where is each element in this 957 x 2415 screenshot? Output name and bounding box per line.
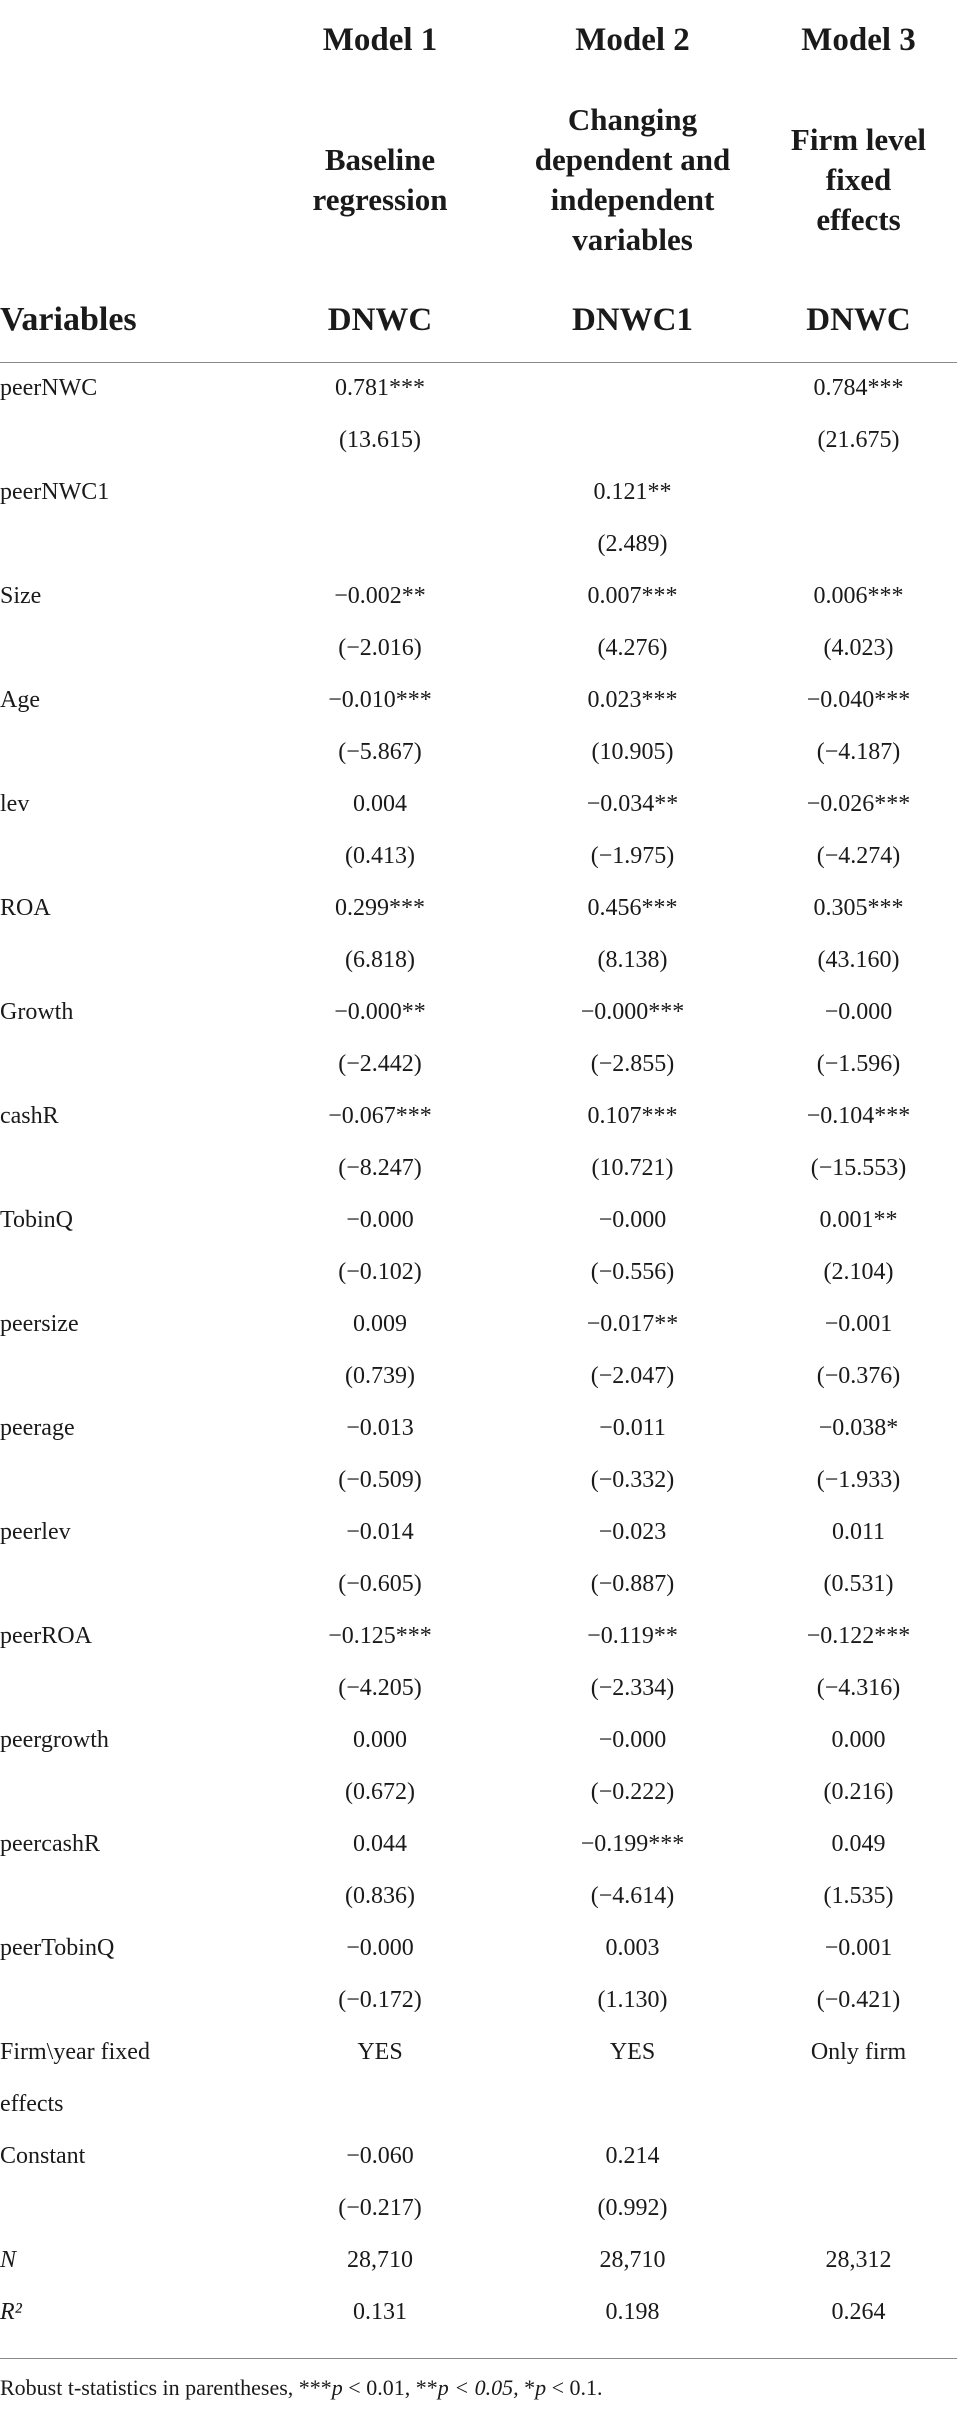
model-1-cell: 0.781*** (335, 375, 425, 401)
table-row (0, 2026, 957, 2078)
model-2-cell: (−2.334) (590, 1675, 675, 1701)
table-row (0, 1142, 957, 1194)
table-row (0, 1662, 957, 1714)
row-label: Growth (0, 999, 74, 1025)
model-2-cell: 0.456*** (587, 895, 678, 921)
model-3-cell: 0.264 (831, 2299, 886, 2325)
model-1-cell: (−4.205) (338, 1675, 422, 1701)
model-3-cell: (−4.187) (816, 739, 901, 765)
model-2-cell: 28,710 (599, 2247, 666, 2273)
model-3-cell: (−0.376) (816, 1363, 901, 1389)
model-1-cell: (−8.247) (338, 1155, 422, 1181)
model-2-cell: (2.489) (597, 531, 668, 557)
model-1-cell: 0.000 (353, 1727, 407, 1753)
model-2-cell: −0.199*** (580, 1831, 685, 1857)
model-3-cell: 0.305*** (813, 895, 904, 921)
model-1-cell: (0.836) (345, 1883, 415, 1909)
model-2-cell: (−4.614) (590, 1883, 675, 1909)
table-row (0, 362, 957, 414)
model-2-cell: (−0.332) (590, 1467, 675, 1493)
model-1-cell: (−2.016) (338, 635, 422, 661)
model-1-cell: (13.615) (339, 427, 421, 453)
row-label: lev (0, 791, 30, 817)
row-label: TobinQ (0, 1207, 73, 1233)
model-3-cell: (−4.274) (816, 843, 901, 869)
row-label: peerage (0, 1415, 75, 1441)
row-label: effects (0, 2091, 64, 2117)
model-2-cell: −0.011 (599, 1415, 666, 1441)
footnote-t2: * (518, 2375, 536, 2400)
model-3-cell: 28,312 (825, 2247, 892, 2273)
model-2-cell: (−2.047) (590, 1363, 675, 1389)
model-1-cell: −0.060 (346, 2143, 414, 2169)
table-row (0, 1974, 957, 2026)
row-label: cashR (0, 1103, 59, 1129)
table-row (0, 2078, 957, 2130)
model-3-desc-line-1: Firm level (790, 122, 927, 157)
model-2-cell: (0.992) (597, 2195, 668, 2221)
model-1-cell: (−2.442) (338, 1051, 422, 1077)
model-3-desc-line-2: fixed (825, 162, 892, 197)
model-3-cell: (1.535) (823, 1883, 894, 1909)
table-row (0, 1506, 957, 1558)
model-2-cell: (8.138) (597, 947, 668, 973)
model-3-cell: (−1.596) (816, 1051, 901, 1077)
model-1-cell: 0.299*** (335, 895, 425, 921)
model-2-cell: (−2.855) (590, 1051, 675, 1077)
model-1-cell: (0.672) (345, 1779, 415, 1805)
model-2-cell: 0.214 (605, 2143, 660, 2169)
model-2-cell: 0.121** (593, 479, 672, 505)
table-row (0, 2182, 957, 2234)
model-3-dependent: DNWC (806, 302, 911, 338)
table-row (0, 726, 957, 778)
table-row (0, 1350, 957, 1402)
table-row (0, 674, 957, 726)
variables-header: Variables (0, 301, 137, 338)
table-row (0, 986, 957, 1038)
row-label: Firm\year fixed (0, 2039, 150, 2065)
model-1-cell: 0.004 (353, 791, 407, 817)
model-3-cell: (−1.933) (816, 1467, 901, 1493)
table-row (0, 1818, 957, 1870)
bottom-rule (0, 2358, 957, 2359)
table-footnote (0, 2373, 603, 2403)
table-row (0, 1454, 957, 1506)
table-row (0, 466, 957, 518)
footnote-t1: < 0.01, ** (342, 2375, 438, 2400)
row-label: peerlev (0, 1519, 71, 1545)
model-3-cell: (2.104) (823, 1259, 894, 1285)
model-1-desc-line-1: Baseline (324, 142, 436, 177)
model-3-cell: 0.006*** (813, 583, 904, 609)
model-3-cell: −0.001 (824, 1311, 893, 1337)
model-3-cell: 0.011 (831, 1519, 886, 1545)
model-2-cell: (−0.887) (590, 1571, 675, 1597)
model-1-cell: (6.818) (345, 947, 415, 973)
model-2-cell: −0.023 (598, 1519, 667, 1545)
footnote-p2: p < 0.05, (437, 2375, 519, 2400)
row-label: R² (0, 2299, 22, 2325)
model-2-cell: (10.721) (591, 1155, 674, 1181)
model-2-dependent: DNWC1 (572, 302, 693, 338)
table-row (0, 1090, 957, 1142)
row-label: peerNWC1 (0, 479, 110, 505)
model-1-cell: −0.125*** (328, 1623, 432, 1649)
model-3-cell: (0.531) (823, 1571, 894, 1597)
model-1-cell: 28,710 (347, 2247, 413, 2273)
model-2-cell: −0.000 (598, 1207, 667, 1233)
table-row (0, 882, 957, 934)
model-1-cell: (−0.217) (338, 2195, 422, 2221)
row-label: peersize (0, 1311, 79, 1337)
table-row (0, 1246, 957, 1298)
model-2-cell: −0.000 (598, 1727, 667, 1753)
model-3-cell: −0.038* (818, 1415, 899, 1441)
model-1-cell: YES (357, 2039, 403, 2065)
model-3-cell: (21.675) (817, 427, 900, 453)
model-2-cell: (−0.556) (590, 1259, 675, 1285)
model-2-cell: 0.007*** (587, 583, 678, 609)
table-row (0, 1402, 957, 1454)
table-row (0, 2130, 957, 2182)
model-3-cell: 0.000 (831, 1727, 886, 1753)
model-3-cell: −0.040*** (806, 687, 911, 713)
model-3-cell: (−0.421) (816, 1987, 901, 2013)
table-row (0, 830, 957, 882)
row-label: N (0, 2247, 17, 2273)
model-3-cell: −0.001 (824, 1935, 893, 1961)
footnote-t3: < 0.1. (546, 2375, 603, 2400)
model-2-cell: −0.000*** (580, 999, 685, 1025)
model-2-cell: (10.905) (591, 739, 674, 765)
model-3-cell: (0.216) (823, 1779, 894, 1805)
table-row (0, 1610, 957, 1662)
model-3-desc-line-3: effects (816, 202, 901, 237)
model-1-cell: −0.010*** (328, 687, 432, 713)
model-3-cell: (−4.316) (816, 1675, 901, 1701)
table-row (0, 414, 957, 466)
model-2-cell: YES (609, 2039, 656, 2065)
model-2-cell: (−0.222) (590, 1779, 675, 1805)
model-1-cell: −0.013 (346, 1415, 414, 1441)
model-2-cell: 0.023*** (587, 687, 678, 713)
model-1-cell: (−0.172) (338, 1987, 422, 2013)
model-3-cell: (−15.553) (810, 1155, 907, 1181)
model-2-cell: 0.198 (605, 2299, 660, 2325)
model-1-cell: (0.739) (345, 1363, 415, 1389)
model-1-desc-line-2: regression (312, 182, 448, 217)
table-row (0, 934, 957, 986)
model-3-cell: −0.000 (824, 999, 893, 1025)
row-label: Size (0, 583, 42, 609)
model-1-cell: (−5.867) (338, 739, 422, 765)
row-label: peerROA (0, 1623, 92, 1649)
model-3-cell: 0.049 (831, 1831, 886, 1857)
model-1-cell: −0.067*** (328, 1103, 432, 1129)
model-2-desc-line-4: variables (572, 222, 693, 257)
table-row (0, 1038, 957, 1090)
model-3-header: Model 3 (801, 22, 916, 58)
model-2-cell: 0.003 (605, 1935, 660, 1961)
model-1-cell: (0.413) (345, 843, 415, 869)
table-row (0, 1714, 957, 1766)
table-row (0, 2234, 957, 2286)
model-1-cell: (−0.102) (338, 1259, 422, 1285)
table-row (0, 1870, 957, 1922)
model-1-cell: 0.044 (353, 1831, 407, 1857)
row-label: peergrowth (0, 1727, 109, 1753)
footnote-prefix: Robust t-statistics in parentheses, *** (0, 2375, 332, 2400)
model-2-desc-line-3: independent (550, 182, 715, 217)
model-2-header: Model 2 (575, 22, 690, 58)
model-3-cell: −0.104*** (806, 1103, 911, 1129)
table-row (0, 518, 957, 570)
model-2-desc-line-2: dependent and (534, 142, 731, 177)
footnote-p1: p (331, 2375, 343, 2400)
model-3-cell: (43.160) (817, 947, 900, 973)
table-row (0, 570, 957, 622)
model-1-cell: −0.002** (334, 583, 426, 609)
row-label: ROA (0, 895, 51, 921)
model-2-cell: −0.034** (586, 791, 679, 817)
table-row (0, 622, 957, 674)
model-1-cell: 0.009 (353, 1311, 407, 1337)
model-1-cell: −0.000 (346, 1935, 414, 1961)
row-label: peerNWC (0, 375, 98, 401)
model-1-cell: 0.131 (353, 2299, 407, 2325)
row-label: Age (0, 687, 40, 713)
row-label: Constant (0, 2143, 86, 2169)
table-row (0, 1766, 957, 1818)
table-row (0, 1194, 957, 1246)
model-2-cell: (−1.975) (590, 843, 675, 869)
row-label: peerTobinQ (0, 1935, 115, 1961)
model-3-cell: 0.784*** (813, 375, 904, 401)
model-1-cell: (−0.509) (338, 1467, 422, 1493)
model-1-cell: −0.000 (346, 1207, 414, 1233)
row-label: peercashR (0, 1831, 100, 1857)
table-row (0, 1298, 957, 1350)
model-1-cell: −0.014 (346, 1519, 414, 1545)
model-3-cell: (4.023) (823, 635, 894, 661)
table-row (0, 778, 957, 830)
model-1-cell: −0.000** (334, 999, 426, 1025)
model-2-cell: −0.119** (587, 1623, 678, 1649)
model-2-cell: (4.276) (597, 635, 668, 661)
model-2-cell: 0.107*** (587, 1103, 678, 1129)
table-row (0, 1922, 957, 1974)
table-row (0, 1558, 957, 1610)
model-2-cell: (1.130) (597, 1987, 668, 2013)
model-3-cell: −0.122*** (806, 1623, 911, 1649)
model-1-cell: (−0.605) (338, 1571, 422, 1597)
table-row (0, 2286, 957, 2338)
model-3-cell: 0.001** (819, 1207, 898, 1233)
footnote-p3: p (535, 2375, 547, 2400)
model-2-desc-line-1: Changing (567, 102, 698, 137)
model-3-cell: −0.026*** (806, 791, 911, 817)
model-1-header: Model 1 (322, 22, 438, 58)
model-3-cell: Only firm (810, 2039, 907, 2065)
model-2-cell: −0.017** (586, 1311, 679, 1337)
model-1-dependent: DNWC (327, 302, 433, 338)
